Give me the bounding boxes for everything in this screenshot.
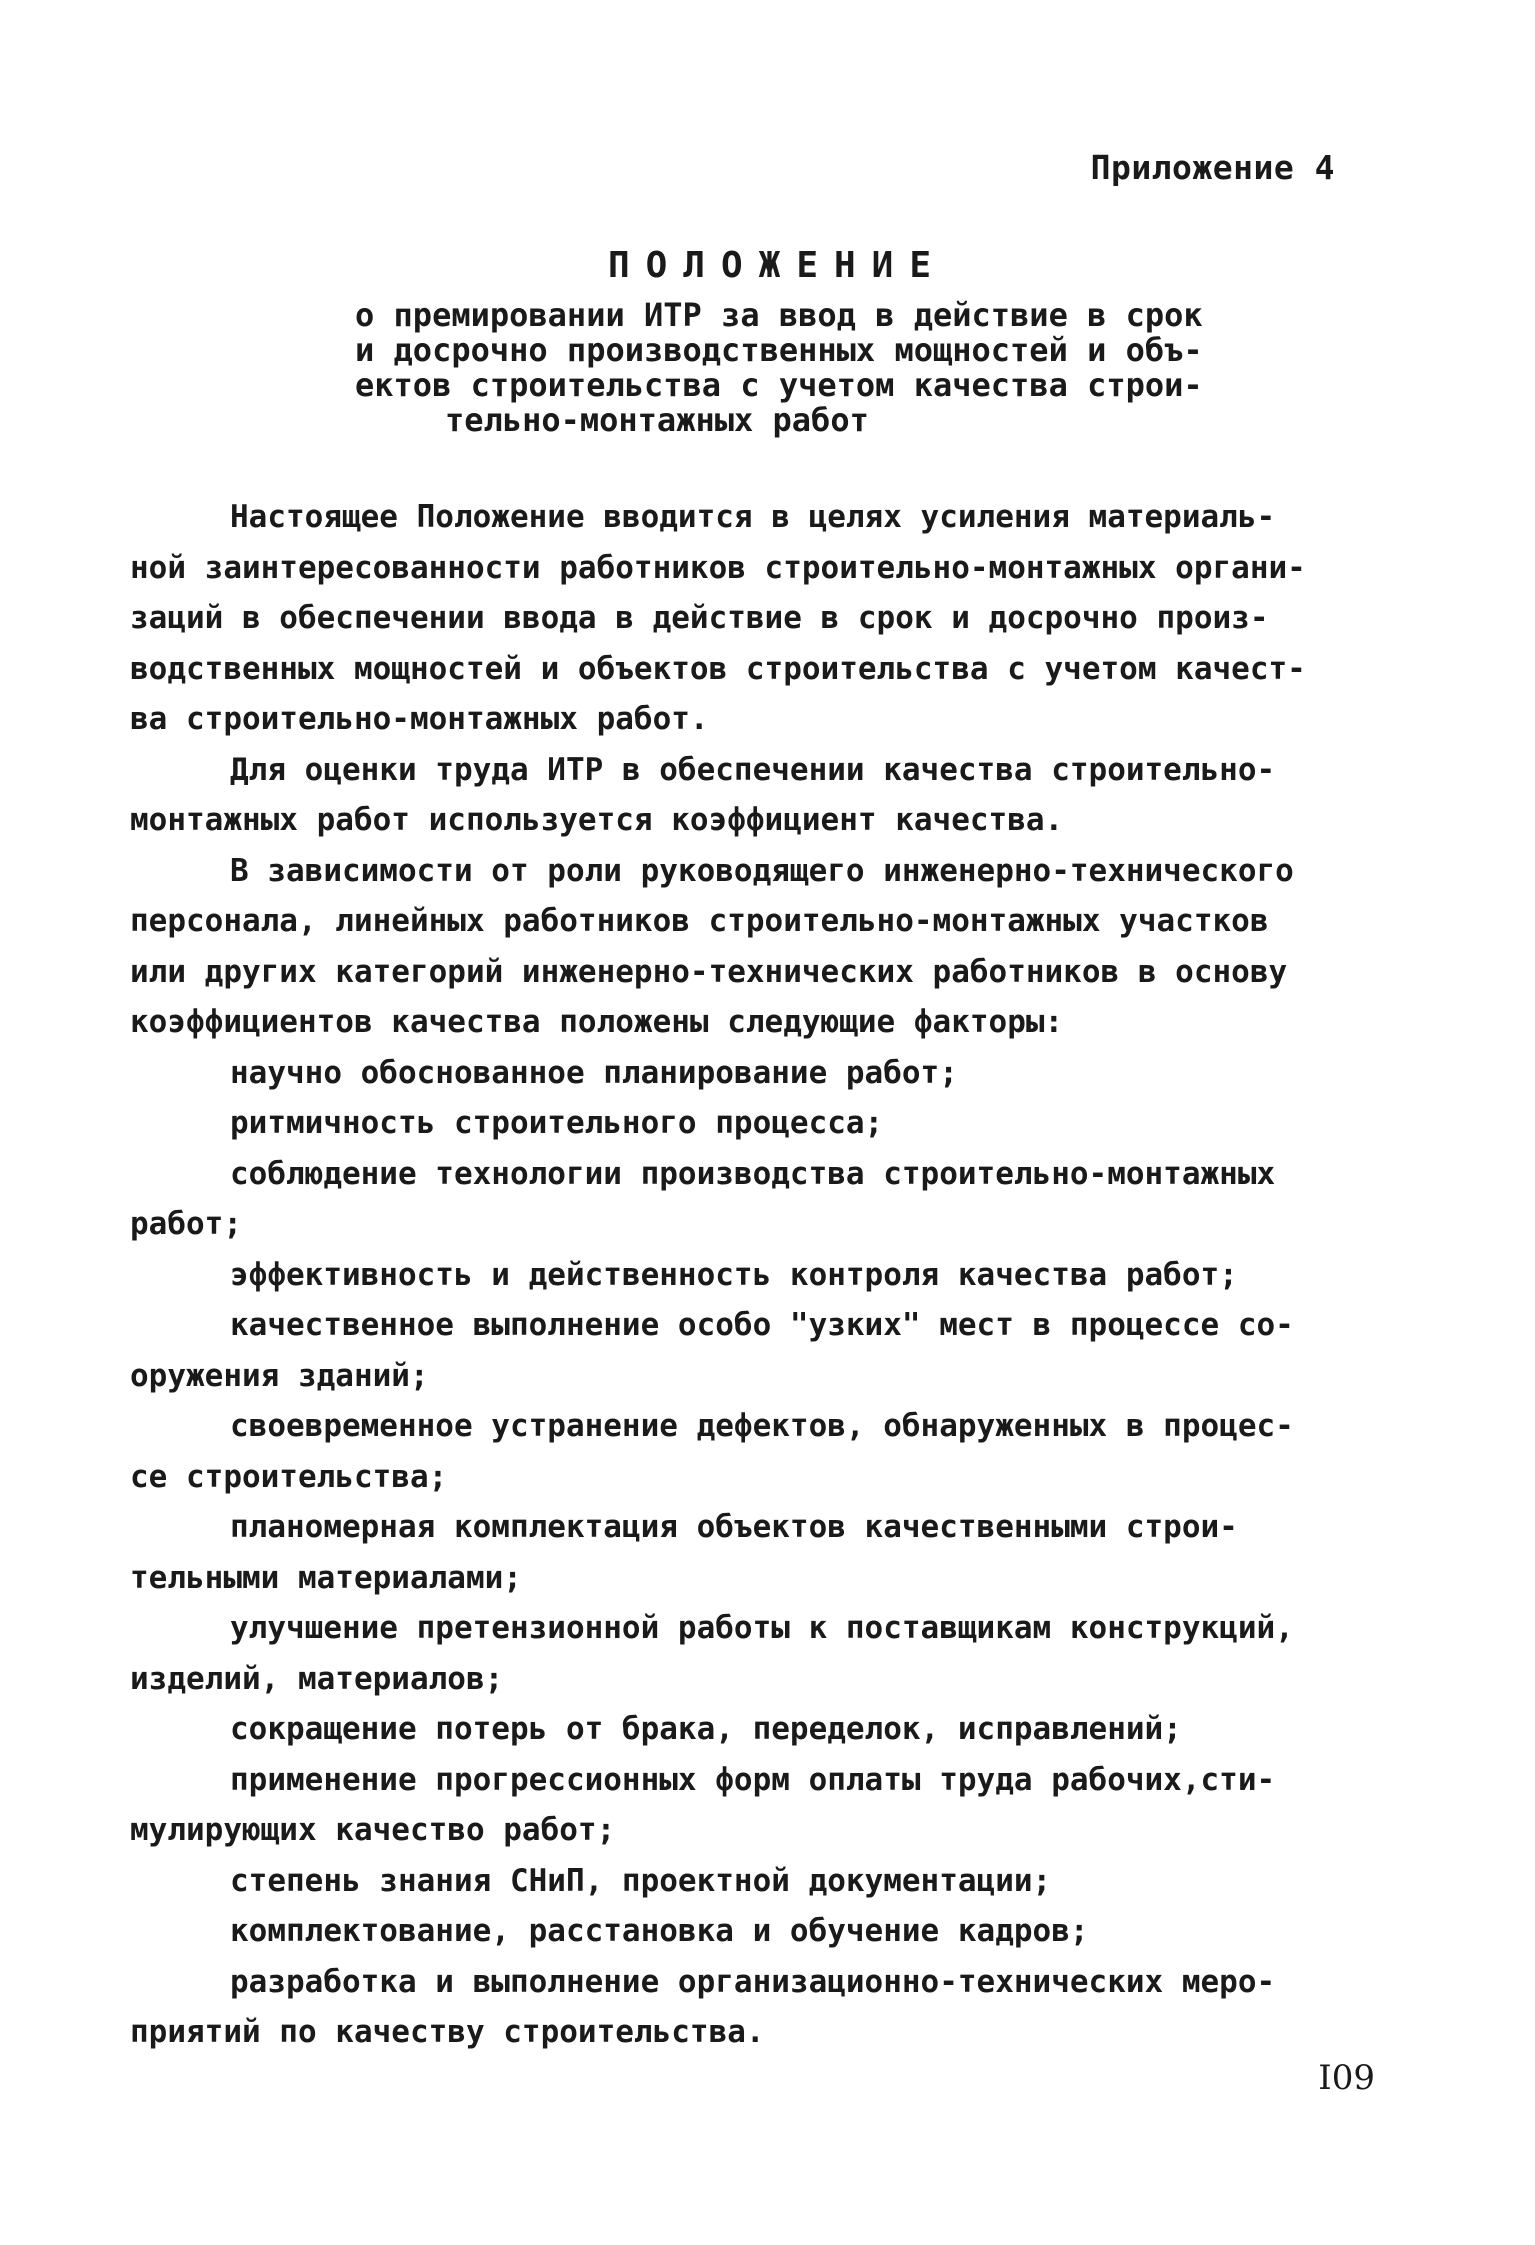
- body-line: ной заинтересованности работников строительно-монтажных органи-: [130, 549, 1306, 586]
- body-line: В зависимости от роли руководящего инженерно-технического: [230, 852, 1294, 889]
- body-line: применение прогрессионных форм оплаты труда рабочих,сти-: [230, 1761, 1276, 1798]
- body-line: планомерная комплектация объектов качественными строи-: [230, 1509, 1238, 1545]
- subtitle-line: и досрочно производственных мощностей и объ-: [355, 331, 1203, 369]
- body-line: приятий по качеству строительства.: [130, 2014, 765, 2050]
- body-line: ва строительно-монтажных работ.: [130, 701, 709, 737]
- body-line: разработка и выполнение организационно-технических меро-: [230, 1963, 1276, 2000]
- body-line: работ;: [130, 1206, 242, 1242]
- document-title: ПОЛОЖЕНИЕ: [607, 245, 948, 286]
- document-body: [130, 492, 1420, 2058]
- body-line: степень знания СНиП, проектной документации;: [230, 1862, 1052, 1899]
- body-line: качественное выполнение особо "узких" мест в процессе со-: [230, 1307, 1294, 1343]
- body-line: коэффициентов качества положены следующие факторы:: [130, 1004, 1064, 1040]
- body-line: научно обоснованное планирование работ;: [230, 1054, 958, 1091]
- subtitle-line: о премировании ИТР за ввод в действие в срок: [355, 296, 1203, 334]
- page-number: I09: [1318, 2058, 1375, 2098]
- body-line: заций в обеспечении ввода в действие в срок и досрочно произ-: [130, 600, 1269, 636]
- body-line: Настоящее Положение вводится в целях усиления материаль-: [230, 499, 1276, 535]
- body-line: монтажных работ используется коэффициент качества.: [130, 802, 1064, 838]
- body-line: комплектование, расстановка и обучение кадров;: [230, 1913, 1089, 1949]
- body-line: изделий, материалов;: [130, 1660, 504, 1697]
- body-line: се строительства;: [130, 1458, 448, 1495]
- body-line: ритмичность строительного процесса;: [230, 1105, 884, 1141]
- subtitle-line: тельно-монтажных работ: [445, 401, 869, 439]
- body-line: сокращение потерь от брака, переделок, исправлений;: [230, 1711, 1182, 1747]
- body-line: улучшение претензионной работы к поставщикам конструкций,: [230, 1610, 1294, 1646]
- body-line: эффективность и действенность контроля качества работ;: [230, 1256, 1238, 1293]
- body-line: персонала, линейных работников строительно-монтажных участков: [130, 903, 1269, 939]
- body-line: мулирующих качество работ;: [130, 1812, 616, 1848]
- body-line: водственных мощностей и объектов строительства с учетом качест-: [130, 650, 1306, 687]
- body-line: тельными материалами;: [130, 1559, 522, 1596]
- body-line: или других категорий инженерно-технических работников в основу: [130, 953, 1288, 990]
- body-line: оружения зданий;: [130, 1357, 429, 1394]
- appendix-label: Приложение 4: [1090, 148, 1335, 187]
- body-line: Для оценки труда ИТР в обеспечении качества строительно-: [230, 751, 1276, 788]
- body-line: соблюдение технологии производства строительно-монтажных: [230, 1155, 1276, 1192]
- subtitle-line: ектов строительства с учетом качества строи-: [355, 366, 1203, 404]
- body-line: своевременное устранение дефектов, обнаруженных в процес-: [230, 1408, 1294, 1444]
- document-subtitle: [355, 298, 1255, 438]
